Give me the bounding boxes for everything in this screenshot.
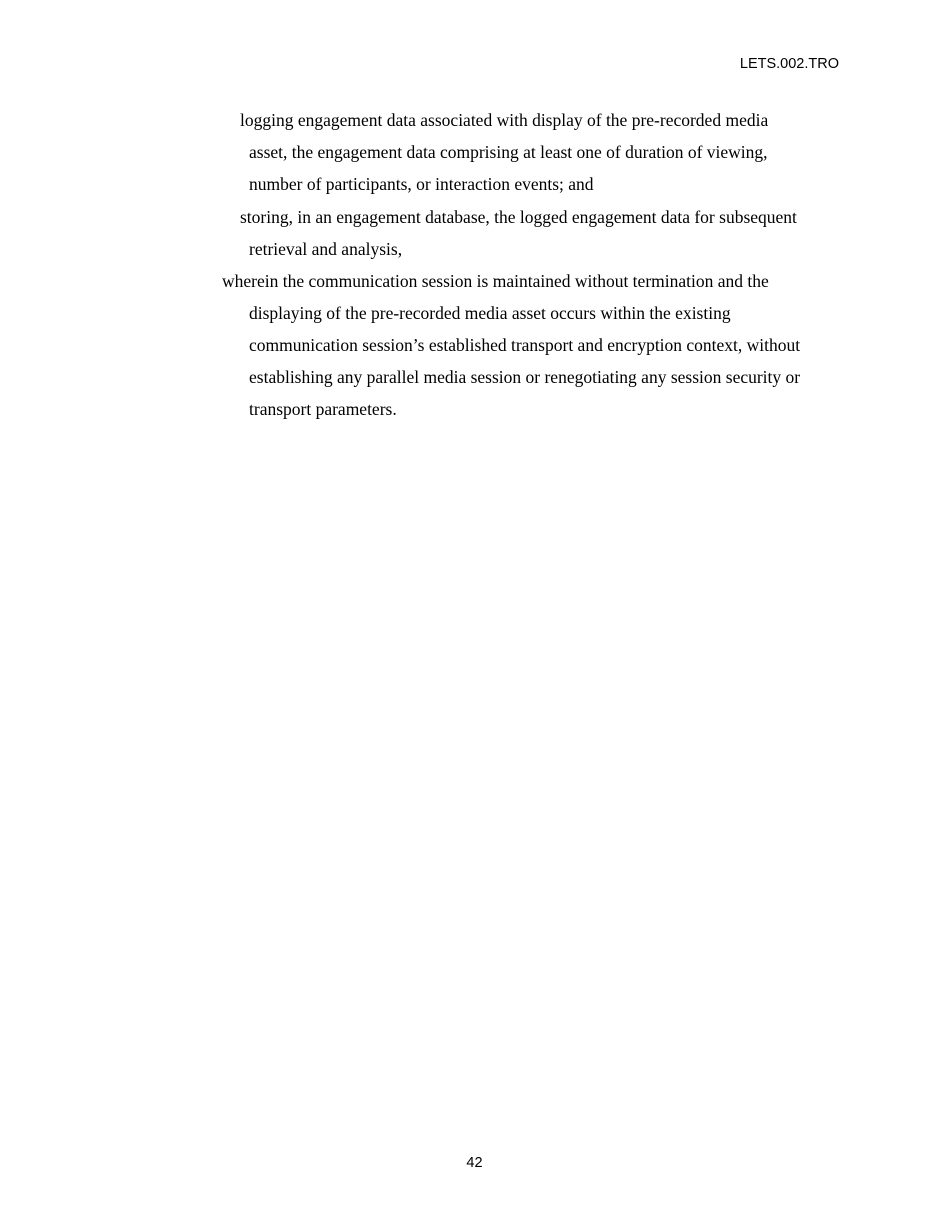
claim-line: logging engagement data associated with display of the pre-recorded media <box>240 110 769 130</box>
claim-line: storing, in an engagement database, the logged engagement data for subsequent <box>240 207 797 227</box>
claim-line: establishing any parallel media session or renegotiating any session security or <box>249 367 801 387</box>
claim-line: asset, the engagement data comprising at least one of duration of viewing, <box>249 142 768 162</box>
claim-line: retrieval and analysis, <box>249 239 403 259</box>
claim-line: wherein the communication session is maintained without termination and the <box>222 271 769 291</box>
claim-line: number of participants, or interaction events; and <box>249 174 594 194</box>
claim-line: transport parameters. <box>249 399 397 419</box>
docket-number: LETS.002.TRO <box>739 56 839 72</box>
page-number: 42 <box>466 1155 483 1171</box>
claim-line: displaying of the pre-recorded media asset occurs within the existing <box>249 303 731 323</box>
claim-line: communication session’s established transport and encryption context, without <box>249 335 801 355</box>
